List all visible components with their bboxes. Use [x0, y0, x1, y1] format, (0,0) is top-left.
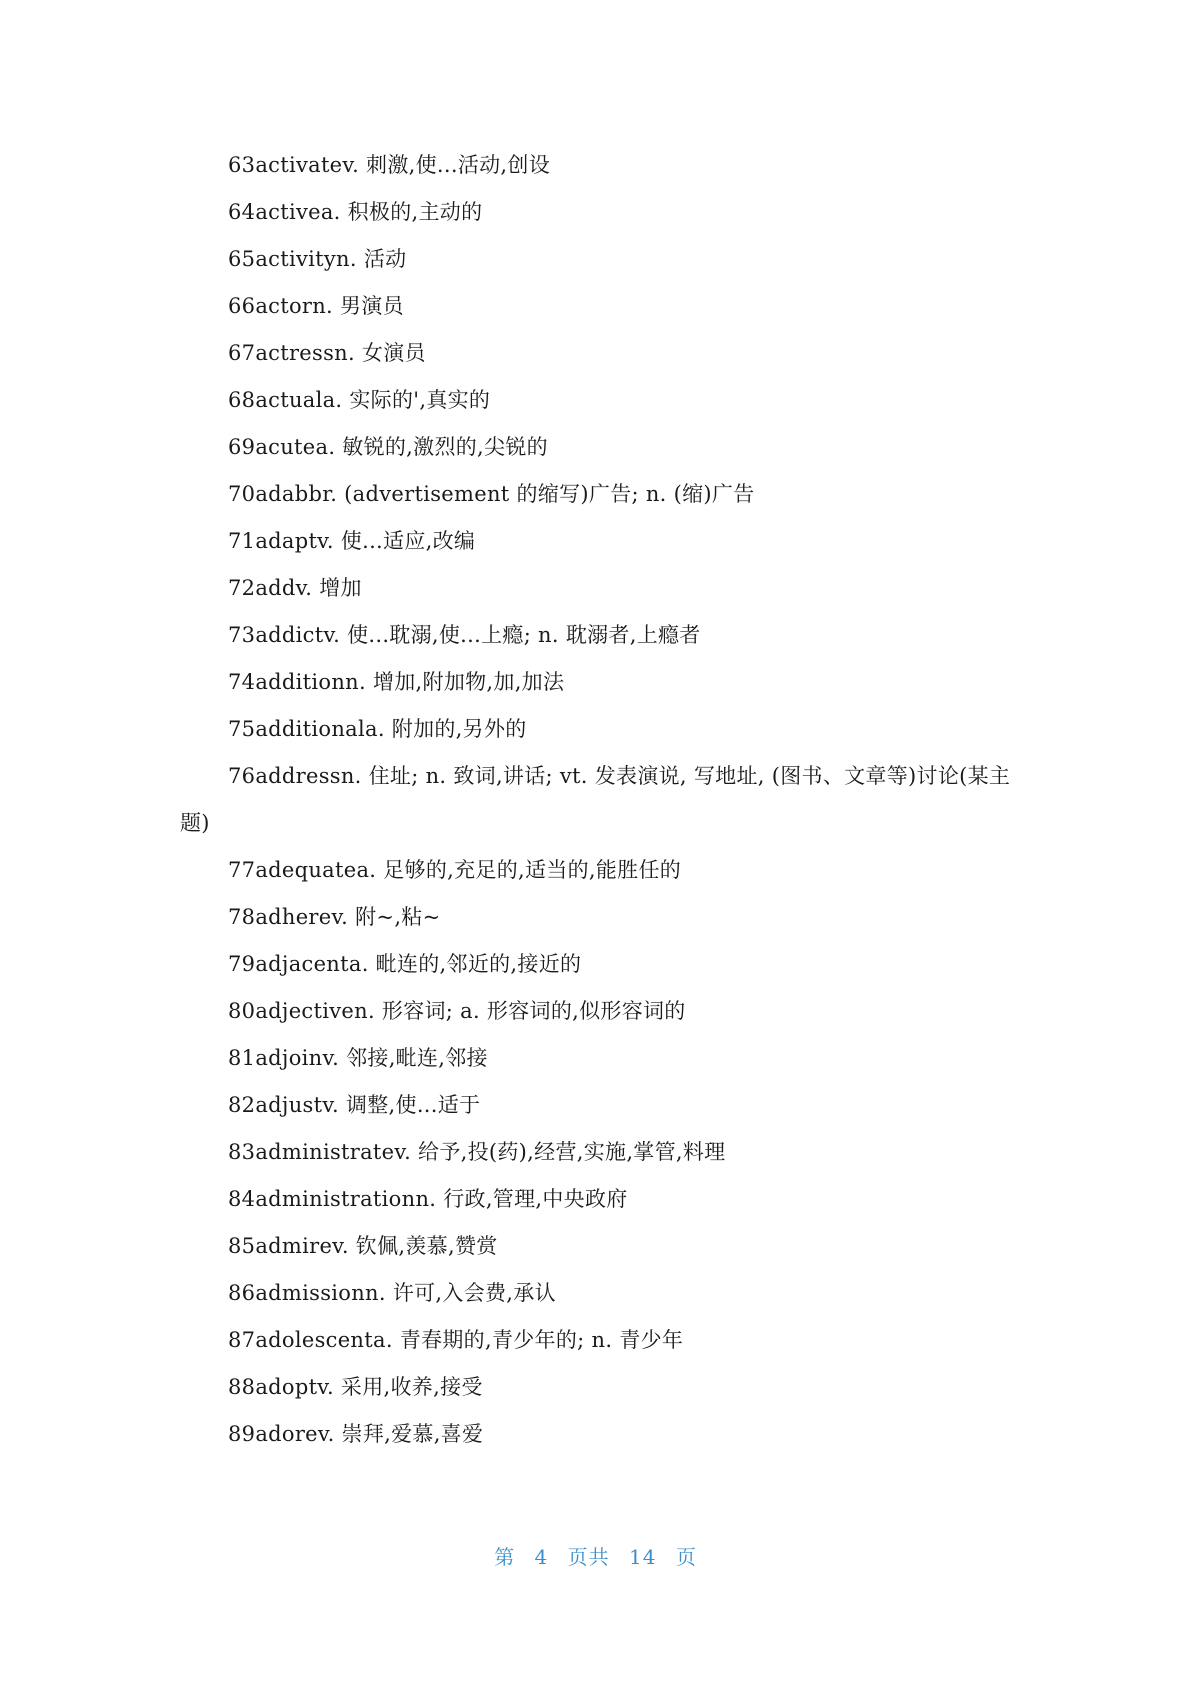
vocab-entry: 63activatev. 刺激,使...活动,创设 — [228, 153, 551, 177]
vocab-entry: 84administrationn. 行政,管理,中央政府 — [228, 1187, 628, 1211]
footer-suffix: 页 — [675, 1545, 697, 1569]
footer-middle: 页共 — [567, 1545, 610, 1569]
page-footer — [0, 1541, 1191, 1570]
vocab-entry: 87adolescenta. 青春期的,青少年的; n. 青少年 — [228, 1328, 684, 1352]
vocab-entry: 85admirev. 钦佩,羡慕,赞赏 — [228, 1234, 498, 1258]
footer-total-pages: 14 — [629, 1545, 657, 1569]
vocab-entry: 70adabbr. (advertisement 的缩写)广告; n. (缩)广告 — [228, 482, 755, 506]
vocab-entry: 69acutea. 敏锐的,激烈的,尖锐的 — [228, 435, 548, 459]
vocab-entry: 75additionala. 附加的,另外的 — [228, 717, 527, 741]
vocab-entry: 64activea. 积极的,主动的 — [228, 200, 483, 224]
vocab-entry: 67actressn. 女演员 — [228, 341, 426, 365]
vocab-entry: 73addictv. 使...耽溺,使...上瘾; n. 耽溺者,上瘾者 — [228, 623, 701, 647]
footer-page-number: 4 — [534, 1545, 549, 1569]
footer-prefix: 第 — [494, 1545, 516, 1569]
vocab-entry: 79adjacenta. 毗连的,邻近的,接近的 — [228, 952, 582, 976]
vocabulary-list — [180, 142, 1030, 1458]
vocab-entry: 86admissionn. 许可,入会费,承认 — [228, 1281, 556, 1305]
vocab-entry: 77adequatea. 足够的,充足的,适当的,能胜任的 — [228, 858, 682, 882]
vocab-entry: 80adjectiven. 形容词; a. 形容词的,似形容词的 — [228, 999, 686, 1023]
vocab-entry: 83administratev. 给予,投(药),经营,实施,掌管,料理 — [228, 1140, 726, 1164]
vocab-entry: 81adjoinv. 邻接,毗连,邻接 — [228, 1046, 488, 1070]
vocab-entry: 82adjustv. 调整,使...适于 — [228, 1093, 481, 1117]
vocab-entry: 89adorev. 崇拜,爱慕,喜爱 — [228, 1422, 484, 1446]
vocab-entry: 78adherev. 附~,粘~ — [228, 905, 441, 929]
vocab-entry: 76addressn. 住址; n. 致词,讲话; vt. 发表演说, 写地址, (图书、文章等)讨论(某主题) — [180, 764, 1011, 835]
vocab-entry: 65activityn. 活动 — [228, 247, 407, 271]
vocab-entry: 68actuala. 实际的',真实的 — [228, 388, 491, 412]
vocab-entry: 72addv. 增加 — [228, 576, 362, 600]
vocab-entry: 71adaptv. 使...适应,改编 — [228, 529, 476, 553]
vocab-entry: 88adoptv. 采用,收养,接受 — [228, 1375, 483, 1399]
vocab-entry: 74additionn. 增加,附加物,加,加法 — [228, 670, 565, 694]
vocab-entry: 66actorn. 男演员 — [228, 294, 404, 318]
